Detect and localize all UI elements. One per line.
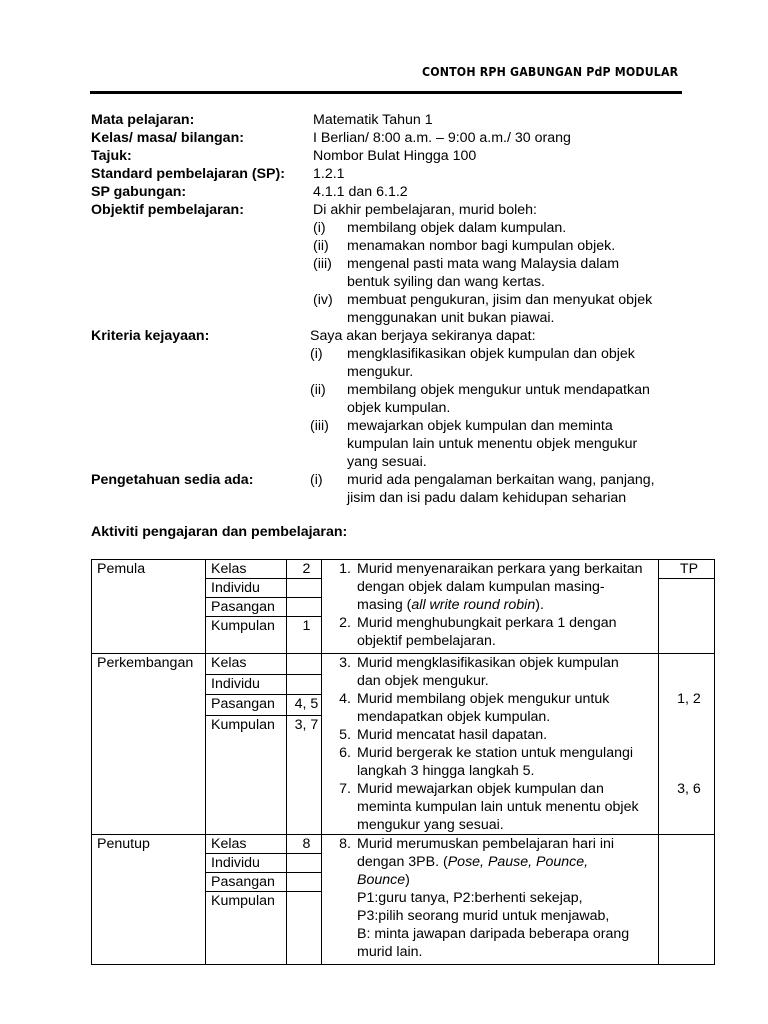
mode-cell: Pasangan: [206, 598, 287, 617]
info-row-topic: [91, 147, 691, 165]
criteria-line: mewajarkan objek kumpulan dan meminta: [347, 418, 613, 434]
activities-table: [91, 559, 715, 965]
phase-name: Perkembangan: [92, 654, 206, 835]
step-line: [357, 853, 658, 871]
criteria-item: [310, 345, 691, 381]
phase-name: Penutup: [92, 835, 206, 965]
criteria-label: Kriteria kejayaan:: [91, 328, 210, 344]
criteria-line: objek kumpulan.: [347, 400, 451, 416]
sp-combined-label: SP gabungan:: [91, 184, 187, 200]
step-text: [357, 560, 658, 614]
objective-item: [313, 219, 691, 237]
tp-value: 1, 2: [677, 691, 701, 707]
sp-label: Standard pembelajaran (SP):: [91, 166, 285, 182]
objectives-label: Objektif pembelajaran:: [91, 202, 244, 218]
phase-name: Pemula: [92, 560, 206, 654]
table-row: [92, 835, 715, 854]
mode-cell: Individu: [206, 854, 287, 873]
count-cell: [287, 854, 322, 873]
objectives-value: [313, 201, 691, 327]
mode-cell: Individu: [206, 579, 287, 598]
mode-cell: Kumpulan: [206, 716, 287, 835]
step-item: [327, 780, 658, 834]
step-item: [327, 654, 658, 690]
steps-cell: [322, 654, 659, 835]
tp-value: 3, 6: [677, 781, 701, 797]
criteria-item: [310, 381, 691, 417]
table-row: [92, 654, 715, 675]
table-row: [92, 560, 715, 579]
info-row-objectives: [91, 201, 691, 327]
mode-cell: Kumpulan: [206, 892, 287, 965]
objective-line: mengenal pasti mata wang Malaysia dalam: [347, 256, 620, 272]
step-text: [357, 654, 658, 690]
step-line: dan objek mengukur.: [357, 673, 489, 689]
mode-cell: Individu: [206, 674, 287, 695]
criteria-value: [310, 327, 691, 471]
step-item: [327, 614, 658, 650]
count-cell: [287, 873, 322, 892]
criteria-text: [347, 417, 691, 471]
step-line: P3:pilih seorang murid untuk menjawab,: [357, 908, 610, 924]
subject-value: Matematik Tahun 1: [313, 112, 433, 128]
mode-cell: Kelas: [206, 835, 287, 854]
info-row-sp-combined: [91, 183, 691, 201]
prior-knowledge-line: murid ada pengalaman berkaitan wang, panjang,: [347, 472, 655, 488]
criteria-line: kumpulan lain untuk menentu objek mengukur: [347, 436, 638, 452]
info-row-criteria: [91, 327, 691, 471]
objective-line: bentuk syiling dan wang kertas.: [347, 274, 545, 290]
step-text: [357, 614, 658, 650]
count-cell: 1: [287, 617, 322, 654]
step-item: [327, 744, 658, 780]
step-line: Murid mewajarkan objek kumpulan dan: [357, 781, 604, 797]
step-line: langkah 3 hingga langkah 5.: [357, 763, 535, 779]
strategy-name: all write round robin: [411, 597, 536, 613]
objective-number: (ii): [313, 238, 329, 254]
step-line: murid lain.: [357, 944, 423, 960]
topic-value: Nombor Bulat Hingga 100: [313, 148, 477, 164]
info-row-class: [91, 129, 691, 147]
count-cell: 2: [287, 560, 322, 579]
prior-knowledge-line: jisim dan isi padu dalam kehidupan seharian: [347, 490, 627, 506]
info-row-subject: [91, 111, 691, 129]
step-line: B: minta jawapan daripada beberapa orang: [357, 926, 630, 942]
activities-title: Aktiviti pengajaran dan pembelajaran:: [91, 524, 348, 540]
step-text: [357, 780, 658, 834]
step-text: [357, 726, 658, 744]
criteria-number: (iii): [310, 418, 329, 434]
count-cell: 4, 5: [287, 695, 322, 716]
objective-line: menamakan nombor bagi kumpulan objek.: [347, 238, 616, 254]
step-number: 8.: [339, 836, 351, 852]
count-cell: 8: [287, 835, 322, 854]
objective-line: menggunakan unit bukan piawai.: [347, 310, 555, 326]
step-number: 7.: [339, 781, 351, 797]
step-text: [357, 835, 658, 961]
prior-knowledge-text: [347, 471, 691, 507]
strategy-name: Bounce: [357, 872, 406, 888]
step-line: objektif pembelajaran.: [357, 633, 496, 649]
prior-knowledge-label: Pengetahuan sedia ada:: [91, 472, 254, 488]
step-line: mendapatkan objek kumpulan.: [357, 709, 551, 725]
objective-number: (iv): [313, 292, 333, 308]
step-line: [357, 871, 658, 889]
header-divider: [90, 91, 682, 94]
step-number: 1.: [339, 561, 351, 577]
step-line: Murid menghubungkait perkara 1 dengan: [357, 615, 617, 631]
criteria-line: mengukur.: [347, 364, 414, 380]
step-text-part: dengan 3PB. (: [357, 854, 448, 870]
count-cell: 3, 7: [287, 716, 322, 835]
steps-cell: [322, 560, 659, 654]
step-number: 3.: [339, 655, 351, 671]
objective-item: [313, 237, 691, 255]
step-line: P1:guru tanya, P2:berhenti sekejap,: [357, 890, 583, 906]
subject-label: Mata pelajaran:: [91, 112, 195, 128]
objective-item: [313, 255, 691, 291]
count-cell: [287, 654, 322, 675]
step-item: [327, 560, 658, 614]
topic-label: Tajuk:: [91, 148, 132, 164]
count-cell: [287, 579, 322, 598]
prior-knowledge-item: [310, 471, 691, 507]
info-row-sp: [91, 165, 691, 183]
lesson-info: [91, 111, 691, 507]
steps-cell: [322, 835, 659, 965]
criteria-number: (ii): [310, 382, 326, 398]
sp-combined-value: 4.1.1 dan 6.1.2: [313, 184, 408, 200]
objective-text: [347, 255, 691, 291]
objectives-intro: Di akhir pembelajaran, murid boleh:: [313, 202, 537, 218]
tp-spacer: [664, 654, 714, 690]
criteria-text: [347, 345, 691, 381]
tp-cell: [659, 654, 715, 835]
objective-line: membilang objek dalam kumpulan.: [347, 220, 567, 236]
sp-value: 1.2.1: [313, 166, 345, 182]
criteria-number: (i): [310, 346, 323, 362]
step-text: [357, 690, 658, 726]
class-value: I Berlian/ 8:00 a.m. – 9:00 a.m./ 30 orang: [313, 130, 571, 146]
objective-item: [313, 291, 691, 327]
step-line: dengan objek dalam kumpulan masing-: [357, 579, 605, 595]
criteria-line: membilang objek mengukur untuk mendapatkan: [347, 382, 650, 398]
mode-cell: Kumpulan: [206, 617, 287, 654]
objective-text: [347, 219, 691, 237]
tp-cell: [659, 835, 715, 965]
mode-cell: Kelas: [206, 560, 287, 579]
class-label: Kelas/ masa/ bilangan:: [91, 130, 244, 146]
count-cell: [287, 892, 322, 965]
count-cell: [287, 598, 322, 617]
step-line: Murid menyenaraikan perkara yang berkaitan: [357, 561, 643, 577]
mode-cell: Kelas: [206, 654, 287, 675]
step-line: Murid mengklasifikasikan objek kumpulan: [357, 655, 619, 671]
step-item: [327, 726, 658, 744]
step-text-part: ): [405, 872, 410, 888]
step-text-part: masing (: [357, 597, 412, 613]
step-line: Murid membilang objek mengukur untuk: [357, 691, 610, 707]
step-line: Murid bergerak ke station untuk mengulangi: [357, 745, 634, 761]
objective-line: membuat pengukuran, jisim dan menyukat objek: [347, 292, 653, 308]
criteria-item: [310, 417, 691, 471]
step-line: mengukur yang sesuai.: [357, 817, 504, 833]
tp-cell: [659, 579, 715, 654]
mode-cell: Pasangan: [206, 873, 287, 892]
objective-text: [347, 291, 691, 327]
prior-knowledge-value: [310, 471, 691, 507]
step-text: [357, 744, 658, 780]
criteria-text: [347, 381, 691, 417]
step-line: Murid merumuskan pembelajaran hari ini: [357, 836, 615, 852]
info-row-prior-knowledge: [91, 471, 691, 507]
step-number: 5.: [339, 727, 351, 743]
step-number: 4.: [339, 691, 351, 707]
step-text-part: ).: [535, 597, 544, 613]
document-header-title: CONTOH RPH GABUNGAN PdP MODULAR: [421, 64, 678, 79]
step-number: 2.: [339, 615, 351, 631]
criteria-line: yang sesuai.: [347, 454, 427, 470]
prior-knowledge-number: (i): [310, 472, 323, 488]
objective-text: [347, 237, 691, 255]
criteria-line: mengklasifikasikan objek kumpulan dan objek: [347, 346, 635, 362]
objective-number: (iii): [313, 256, 332, 272]
tp-spacer: [664, 708, 714, 780]
strategy-name: Pose, Pause, Pounce,: [447, 854, 589, 870]
step-line: Murid mencatat hasil dapatan.: [357, 727, 548, 743]
count-cell: [287, 674, 322, 695]
mode-cell: Pasangan: [206, 695, 287, 716]
step-item: [327, 690, 658, 726]
step-item: [327, 835, 658, 961]
step-number: 6.: [339, 745, 351, 761]
tp-header: TP: [659, 560, 715, 579]
criteria-intro: Saya akan berjaya sekiranya dapat:: [310, 328, 536, 344]
step-line: meminta kumpulan lain untuk menentu objek: [357, 799, 639, 815]
objective-number: (i): [313, 220, 326, 236]
step-line: [357, 596, 658, 614]
